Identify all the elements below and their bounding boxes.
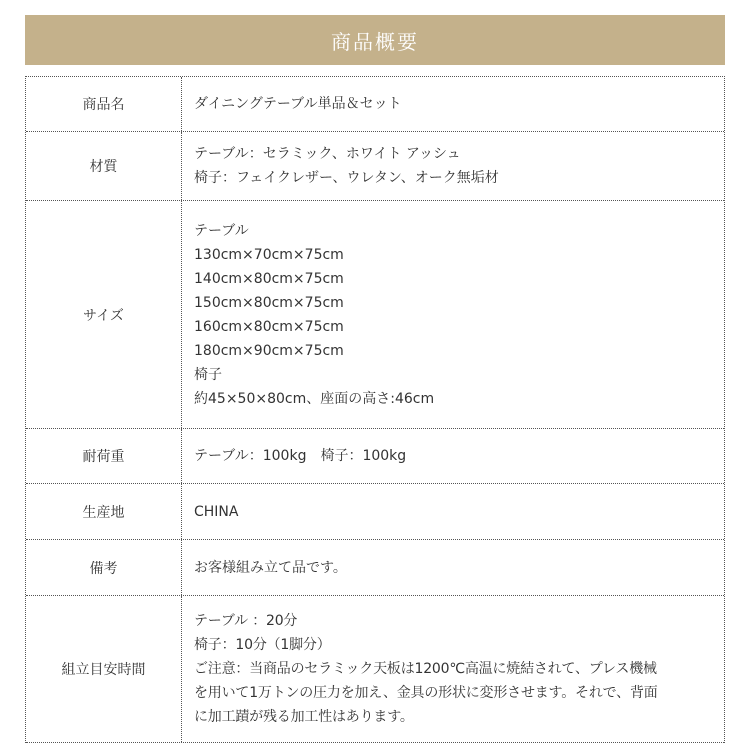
- product-spec-table: [25, 76, 725, 743]
- spec-value-line: 150cm×80cm×75cm: [194, 294, 344, 311]
- spec-value-line: テーブル: [194, 222, 249, 239]
- spec-row-load-capacity: [26, 429, 724, 484]
- spec-value-load-capacity: [182, 429, 724, 483]
- spec-value-material: [182, 132, 724, 200]
- spec-row-origin: [26, 484, 724, 540]
- spec-value-origin: [182, 484, 724, 539]
- spec-value-line: テーブル ：20分: [194, 613, 298, 629]
- spec-value-remarks: [182, 540, 724, 595]
- spec-row-assembly-time: [26, 596, 724, 743]
- spec-value-assembly-time: [182, 596, 724, 742]
- spec-value-line: テーブル：100kg 椅子：100kg: [194, 448, 407, 464]
- spec-row-product-name: [26, 77, 724, 132]
- spec-value-line: 130cm×70cm×75cm: [194, 246, 344, 263]
- spec-label-material: 材質: [26, 132, 182, 200]
- spec-label-size: サイズ: [26, 201, 182, 428]
- spec-value-line: CHINA: [194, 503, 239, 520]
- spec-value-line: に加工蹟が残る加工性はあります。: [194, 709, 414, 725]
- spec-row-material: [26, 132, 724, 201]
- spec-value-line: テーブル：セラミック、ホワイト アッシュ: [194, 146, 461, 162]
- spec-value-line: 椅子：10分（1脚分）: [194, 637, 331, 653]
- spec-value-line: 椅子: [194, 366, 222, 383]
- spec-value-line: ダイニングテーブル単品＆セット: [194, 96, 402, 112]
- spec-value-size: [182, 201, 724, 428]
- spec-value-line: 椅子：フェイクレザー、ウレタン、オーク無垢材: [194, 170, 499, 186]
- spec-label-load-capacity: 耐荷重: [26, 429, 182, 483]
- spec-value-line: 160cm×80cm×75cm: [194, 318, 344, 335]
- spec-row-size: [26, 201, 724, 429]
- spec-value-line: 180cm×90cm×75cm: [194, 342, 344, 359]
- spec-label-product-name: 商品名: [26, 77, 182, 131]
- spec-row-remarks: [26, 540, 724, 596]
- section-title: 商品概要: [331, 29, 419, 54]
- spec-value-line: を用いて1万トンの圧力を加え、金具の形状に変形させます。それで、背面: [194, 685, 658, 701]
- spec-value-line: ご注意：当商品のセラミック天板は1200℃高温に焼結されて、プレス機械: [194, 661, 657, 677]
- spec-label-remarks: 備考: [26, 540, 182, 595]
- spec-value-line: 約45×50×80cm、座面の高さ:46cm: [194, 390, 435, 407]
- spec-value-line: 140cm×80cm×75cm: [194, 270, 344, 287]
- spec-label-assembly-time: 組立目安時間: [26, 596, 182, 742]
- spec-value-line: お客様組み立て品です。: [194, 559, 347, 576]
- spec-label-origin: 生産地: [26, 484, 182, 539]
- section-header: [25, 15, 725, 65]
- spec-value-product-name: [182, 77, 724, 131]
